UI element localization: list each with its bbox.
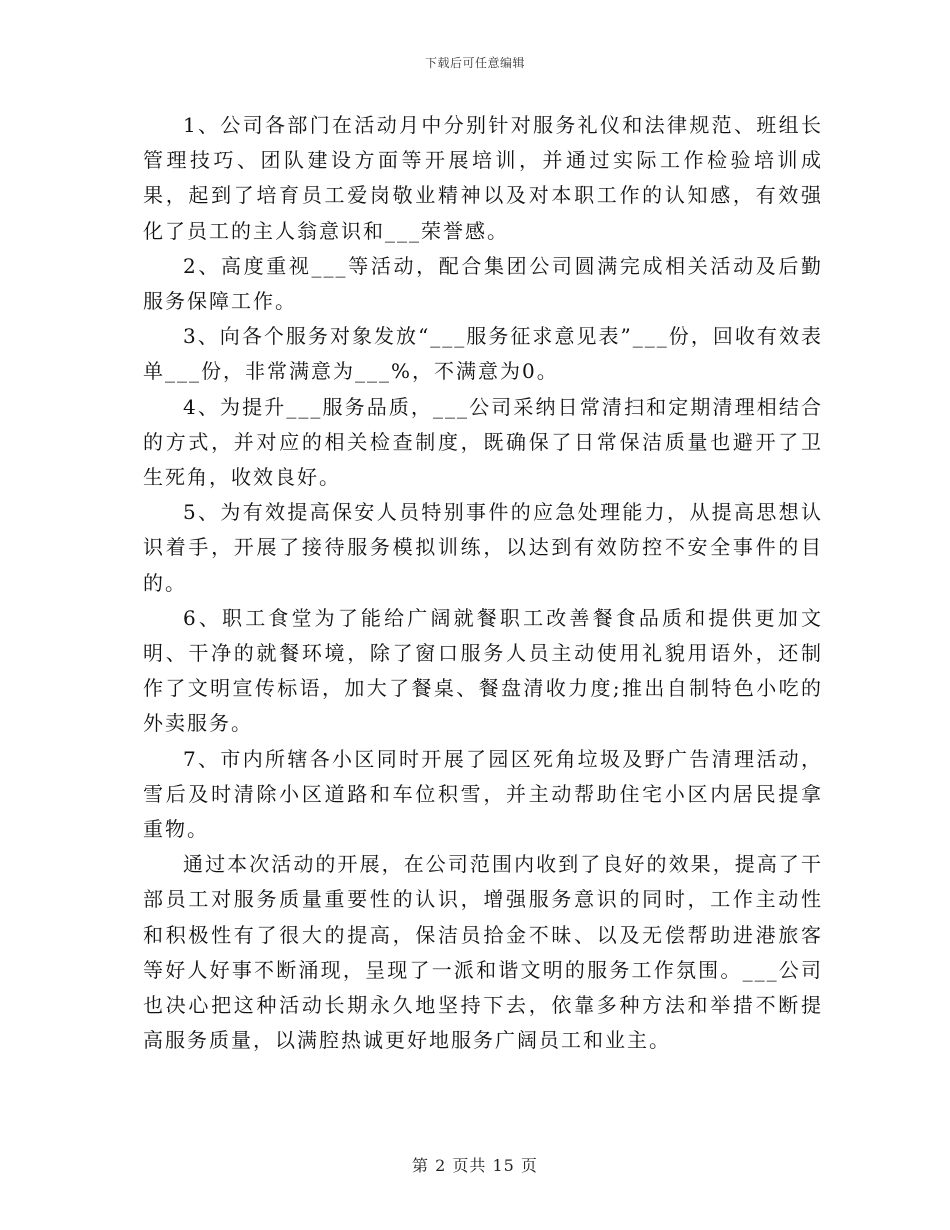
- paragraph-4: 4、为提升___服务品质，___公司采纳日常清扫和定期清理相结合的方式，并对应的相关检查制度，既确保了日常保洁质量也避开了卫生死角，收效良好。: [143, 394, 823, 490]
- paragraph-1: 1、公司各部门在活动月中分别针对服务礼仪和法律规范、班组长管理技巧、团队建设方面等开展培训，并通过实际工作检验培训成果，起到了培育员工爱岗敬业精神以及对本职工作的认知感，有效强化了员工的主人翁意识和___荣誉感。: [143, 113, 823, 243]
- paragraph-7: 7、市内所辖各小区同时开展了园区死角垃圾及野广告清理活动，雪后及时清除小区道路和车位积雪，并主动帮助住宅小区内居民提拿重物。: [143, 746, 823, 842]
- paragraph-3: 3、向各个服务对象发放“___服务征求意见表”___份，回收有效表单___份，非常满意为___%，不满意为0。: [143, 324, 823, 384]
- paragraph-6: 6、职工食堂为了能给广阔就餐职工改善餐食品质和提供更加文明、干净的就餐环境，除了窗口服务人员主动使用礼貌用语外，还制作了文明宣传标语，加大了餐桌、餐盘清收力度;推出自制特色小吃的外卖服务。: [143, 605, 823, 736]
- document-body: [143, 108, 823, 1058]
- paragraph-summary: 通过本次活动的开展，在公司范围内收到了良好的效果，提高了干部员工对服务质量重要性的认识，增强服务意识的同时，工作主动性和积极性有了很大的提高，保洁员拾金不昧、以及无偿帮助进港旅客等好人好事不断涌现，呈现了一派和谐文明的服务工作氛围。___公司也决心把这种活动长期永久地坚持下去，依靠多种方法和举措不断提高服务质量，以满腔热诚更好地服务广阔员工和业主。: [143, 852, 823, 1053]
- paragraph-5: 5、为有效提高保安人员特别事件的应急处理能力，从提高思想认识着手，开展了接待服务模拟训练，以达到有效防控不安全事件的目的。: [143, 500, 823, 595]
- page-header: 下载后可任意编辑: [424, 56, 525, 70]
- page-footer: 第 2 页共 15 页: [412, 1156, 538, 1175]
- paragraph-2: 2、高度重视___等活动，配合集团公司圆满完成相关活动及后勤服务保障工作。: [143, 253, 823, 314]
